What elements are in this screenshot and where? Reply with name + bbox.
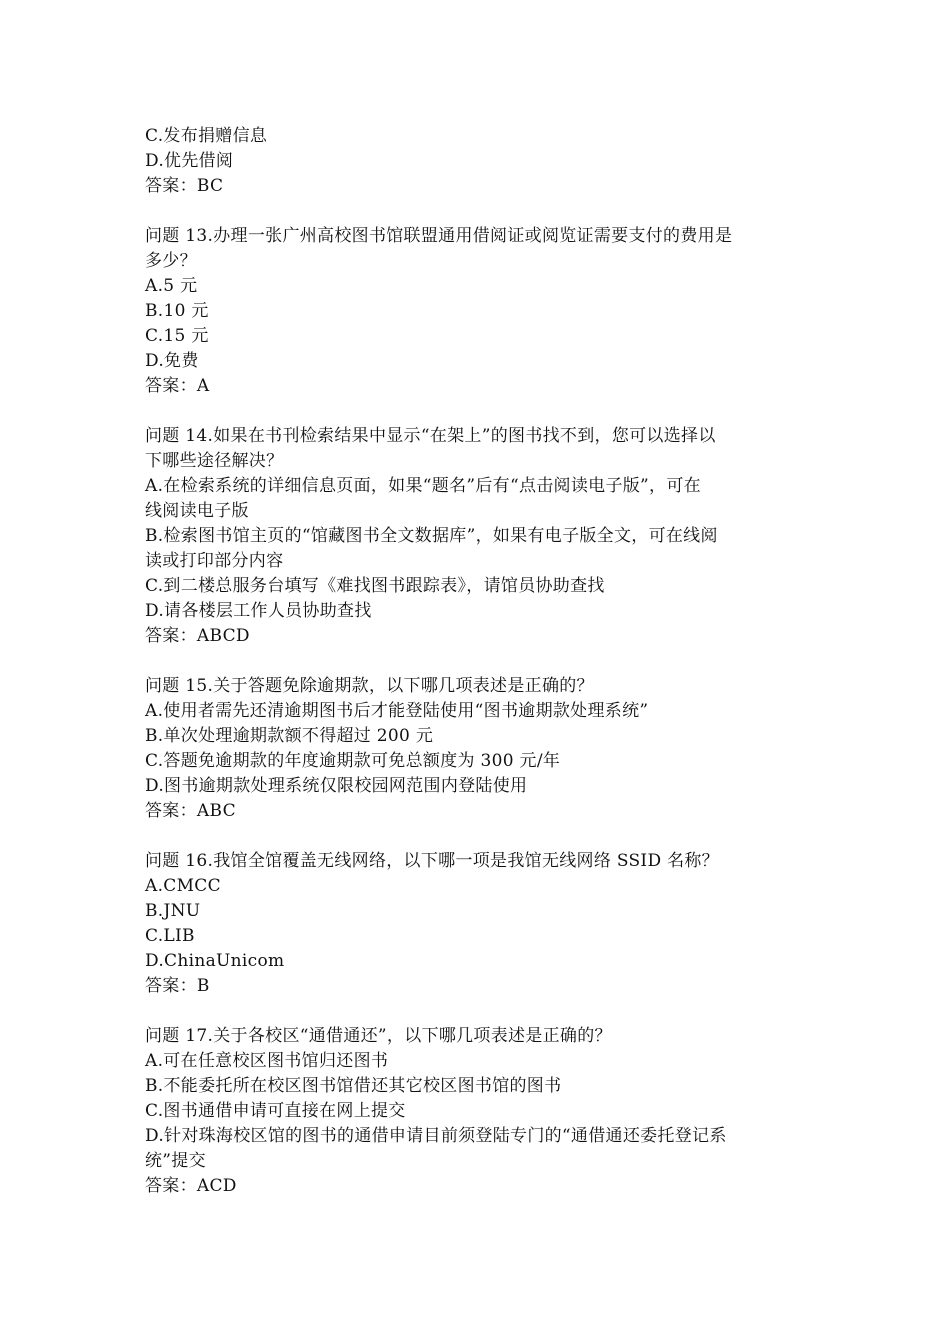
question-text: 问题 17.关于各校区“通借通还”，以下哪几项表述是正确的？ [145, 1026, 612, 1046]
answer: 答案：BC [145, 176, 224, 196]
question-12-tail [145, 124, 805, 199]
option-a-cont: 线阅读电子版 [145, 501, 249, 521]
spacer [145, 999, 805, 1024]
answer: 答案：ABC [145, 801, 236, 821]
option-d: D.图书逾期款处理系统仅限校园网范围内登陆使用 [145, 776, 528, 796]
option-d: D.免费 [145, 351, 199, 371]
option-c: C.答题免逾期款的年度逾期款可免总额度为 300 元/年 [145, 751, 561, 771]
spacer [145, 824, 805, 849]
option-d-cont: 统”提交 [145, 1151, 206, 1171]
option-c: C.图书通借申请可直接在网上提交 [145, 1101, 406, 1121]
answer: 答案：A [145, 376, 210, 396]
spacer [145, 649, 805, 674]
option-b-cont: 读或打印部分内容 [145, 551, 284, 571]
answer: 答案：ABCD [145, 626, 250, 646]
option-c: C.15 元 [145, 326, 209, 346]
option-d: D.针对珠海校区馆的图书的通借申请目前须登陆专门的“通借通还委托登记系 [145, 1126, 727, 1146]
question-text: 问题 15.关于答题免除逾期款，以下哪几项表述是正确的？ [145, 676, 594, 696]
option-c: C.到二楼总服务台填写《难找图书跟踪表》，请馆员协助查找 [145, 576, 605, 596]
question-text: 问题 14.如果在书刊检索结果中显示“在架上”的图书找不到，您可以选择以 [145, 426, 716, 446]
option-b: B.不能委托所在校区图书馆借还其它校区图书馆的图书 [145, 1076, 562, 1096]
option-b: B.检索图书馆主页的“馆藏图书全文数据库”，如果有电子版全文，可在线阅 [145, 526, 718, 546]
question-15 [145, 674, 805, 824]
question-16 [145, 849, 805, 999]
option-d: D.优先借阅 [145, 151, 234, 171]
document-page [145, 124, 805, 1199]
spacer [145, 399, 805, 424]
question-text: 问题 16.我馆全馆覆盖无线网络，以下哪一项是我馆无线网络 SSID 名称？ [145, 851, 719, 871]
option-a: A.使用者需先还清逾期图书后才能登陆使用“图书逾期款处理系统” [145, 701, 649, 721]
option-b: B.JNU [145, 901, 201, 921]
option-d: D.请各楼层工作人员协助查找 [145, 601, 372, 621]
question-13 [145, 224, 805, 399]
answer: 答案：B [145, 976, 210, 996]
question-text: 问题 13.办理一张广州高校图书馆联盟通用借阅证或阅览证需要支付的费用是 [145, 226, 733, 246]
option-c: C.LIB [145, 926, 195, 946]
question-text: 下哪些途径解决？ [145, 451, 284, 471]
option-a: A.在检索系统的详细信息页面，如果“题名”后有“点击阅读电子版”，可在 [145, 476, 701, 496]
question-14 [145, 424, 805, 649]
option-d: D.ChinaUnicom [145, 951, 285, 971]
option-b: B.10 元 [145, 301, 209, 321]
question-text: 多少？ [145, 251, 197, 271]
option-c: C.发布捐赠信息 [145, 126, 268, 146]
option-a: A.可在任意校区图书馆归还图书 [145, 1051, 389, 1071]
answer: 答案：ACD [145, 1176, 237, 1196]
option-a: A.5 元 [145, 276, 198, 296]
option-b: B.单次处理逾期款额不得超过 200 元 [145, 726, 434, 746]
option-a: A.CMCC [145, 876, 221, 896]
spacer [145, 199, 805, 224]
question-17 [145, 1024, 805, 1199]
